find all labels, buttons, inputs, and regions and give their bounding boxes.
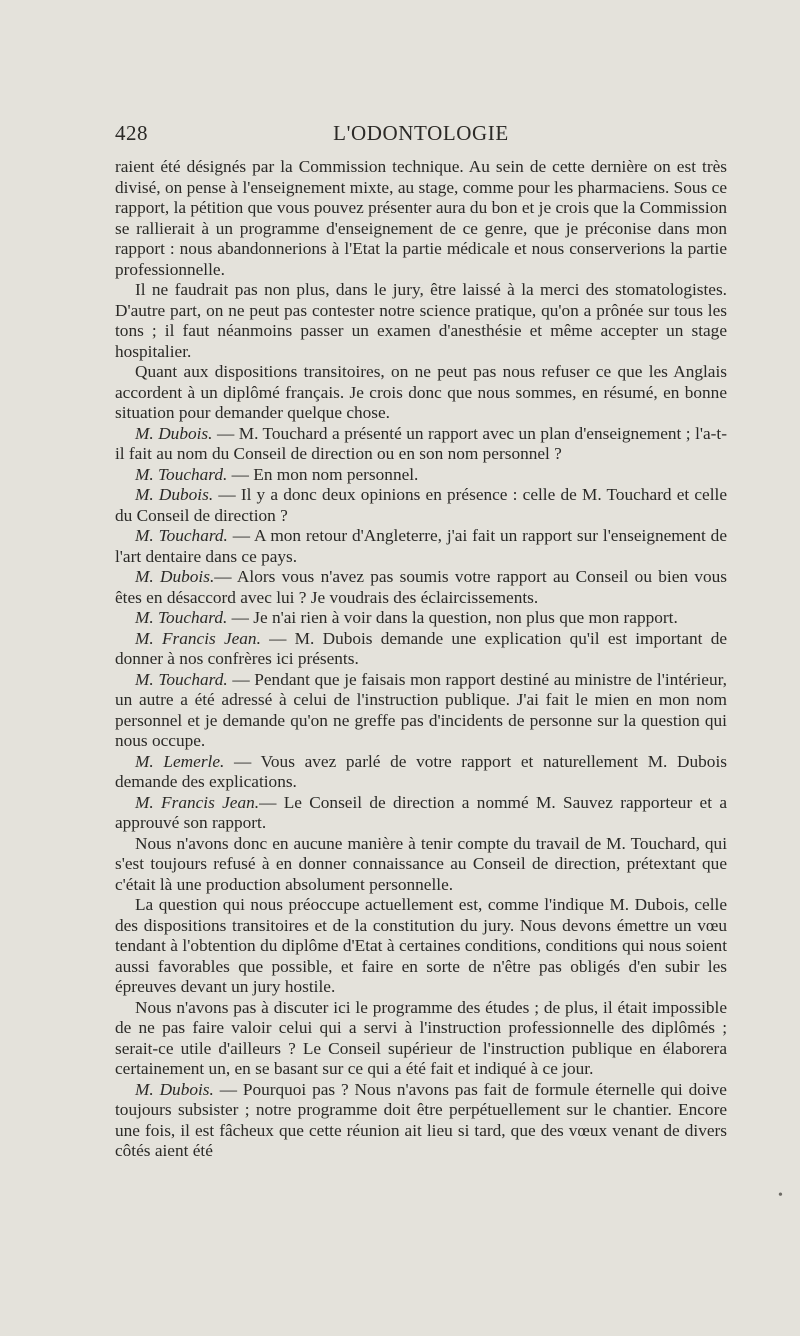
- speck-mark: •: [778, 1188, 783, 1203]
- speaker-name: M. Lemerle.: [135, 751, 225, 771]
- speaker-name: M. Touchard.: [135, 669, 228, 689]
- speaker-name: M. Touchard.: [135, 526, 228, 545]
- paragraph-text: — A mon retour d'Angleterre, j'ai fait un rapport sur l'enseignement de l'art dentaire dans ce pays.: [115, 526, 727, 566]
- speaker-name: M. Dubois.: [135, 423, 213, 443]
- body-text: [115, 157, 727, 1162]
- paragraph: [115, 567, 727, 608]
- paragraph: [115, 362, 727, 424]
- paragraph: [115, 424, 727, 465]
- paragraph-text: — Alors vous n'avez pas soumis votre rapport au Conseil ou bien vous êtes en désaccord avec lui ? Je voudrais des éclaircissements.: [115, 567, 727, 607]
- page-number: 428: [115, 121, 148, 145]
- paragraph-text: — Je n'ai rien à voir dans la question, non plus que mon rapport.: [227, 608, 678, 627]
- paragraph: [115, 670, 727, 752]
- page-header: [115, 121, 727, 149]
- paragraph-text: Nous n'avons pas à discuter ici le programme des études ; de plus, il était impossible de ne pas faire valoir celui qui a servi à l'instruction professionnelle des diplômés ; serait-ce utile d'ailleurs ? Le Conseil supérieur de l'instruction publique en élaborera certainement un, en se basant sur ce qui a été fait et indiqué à ce jour.: [115, 997, 727, 1078]
- paragraph-text: — Pendant que je faisais mon rapport destiné au ministre de l'intérieur, un autre a été adressé à celui de l'instruction publique. J'ai fait le mien en mon nom personnel et je demande qu'on ne greffe pas d'incidents de personne sur la question qui nous occupe.: [115, 669, 727, 750]
- paragraph-text: — Vous avez parlé de votre rapport et naturellement M. Dubois demande des explications.: [115, 751, 727, 791]
- paragraph-text: — En mon nom personnel.: [227, 464, 419, 484]
- paragraph-text: — Pourquoi pas ? Nous n'avons pas fait de formule éternelle qui doive toujours subsister ; notre programme doit être perpétuellement sur le chantier. Encore une fois, il est fâcheux que cette réunion ait lieu si tard, que des vœux venant de divers côtés aient été: [115, 1079, 727, 1160]
- paragraph: [115, 465, 727, 486]
- paragraph-text: raient été désignés par la Commission technique. Au sein de cette dernière on est très divisé, on pense à l'enseignement mixte, au stage, comme pour les pharmaciens. Sous ce rapport, la pétition que vous pouvez présenter aura du bon et je crois que la Commission se rallierait à un programme d'enseignement de ce genre, que je préconise dans mon rapport : nous abandonnerions à l'Etat la partie médicale et nous conserverions la partie professionnelle.: [115, 157, 727, 279]
- speaker-name: M. Dubois.: [135, 1079, 214, 1099]
- speaker-name: M. Francis Jean.: [135, 792, 260, 812]
- paragraph: [115, 526, 727, 567]
- paragraph: [115, 608, 727, 629]
- running-title: L'ODONTOLOGIE: [333, 121, 509, 145]
- paragraph: [115, 793, 727, 834]
- paragraph: [115, 1080, 727, 1162]
- speaker-name: M. Touchard.: [135, 464, 228, 484]
- paragraph-text: La question qui nous préoccupe actuellement est, comme l'indique M. Dubois, celle des dispositions transitoires et de la constitution du jury. Nous devons émettre un vœu tendant à l'obtention du diplôme d'Etat à certaines conditions, conditions qui nous soient aussi favorables que possible, et faire en sorte de n'être pas obligés d'en subir les épreuves devant un jury hostile.: [115, 895, 727, 996]
- paragraph-text: Il ne faudrait pas non plus, dans le jury, être laissé à la merci des stomatologistes. D'autre part, on ne peut pas contester notre science pratique, qu'on a prônée sur tous les tons ; il faut néanmoins passer un examen d'anesthésie et même accepter un stage hospitalier.: [115, 280, 727, 361]
- paragraph-text: — Le Conseil de direction a nommé M. Sauvez rapporteur et a approuvé son rapport.: [115, 792, 727, 832]
- speaker-name: M. Dubois.: [135, 567, 215, 586]
- paragraph-text: Quant aux dispositions transitoires, on ne peut pas nous refuser ce que les Anglais accordent à un diplômé français. Je crois donc que nous sommes, en résumé, en bonne situation pour demander quelque chose.: [115, 362, 727, 422]
- paragraph: [115, 752, 727, 793]
- paragraph-text: Nous n'avons donc en aucune manière à tenir compte du travail de M. Touchard, qui s'est toujours refusé à en donner connaissance au Conseil de direction, prétextant que c'était là une production absolument personnelle.: [115, 833, 727, 894]
- paragraph: [115, 485, 727, 526]
- paragraph: [115, 834, 727, 896]
- paragraph: [115, 157, 727, 280]
- paragraph-text: — M. Touchard a présenté un rapport avec un plan d'enseignement ; l'a-t-il fait au nom du Conseil de direction ou en son nom personnel ?: [115, 423, 727, 463]
- paragraph-text: — Il y a donc deux opinions en présence : celle de M. Touchard et celle du Conseil de direction ?: [115, 485, 727, 525]
- paragraph: [115, 629, 727, 670]
- paragraph-text: — M. Dubois demande une explication qu'il est important de donner à nos confrères ici présents.: [115, 628, 727, 668]
- paragraph: [115, 895, 727, 998]
- paragraph: [115, 998, 727, 1080]
- speaker-name: M. Dubois.: [135, 485, 214, 504]
- paragraph: [115, 280, 727, 362]
- speaker-name: M. Francis Jean.: [135, 628, 261, 648]
- speaker-name: M. Touchard.: [135, 608, 228, 627]
